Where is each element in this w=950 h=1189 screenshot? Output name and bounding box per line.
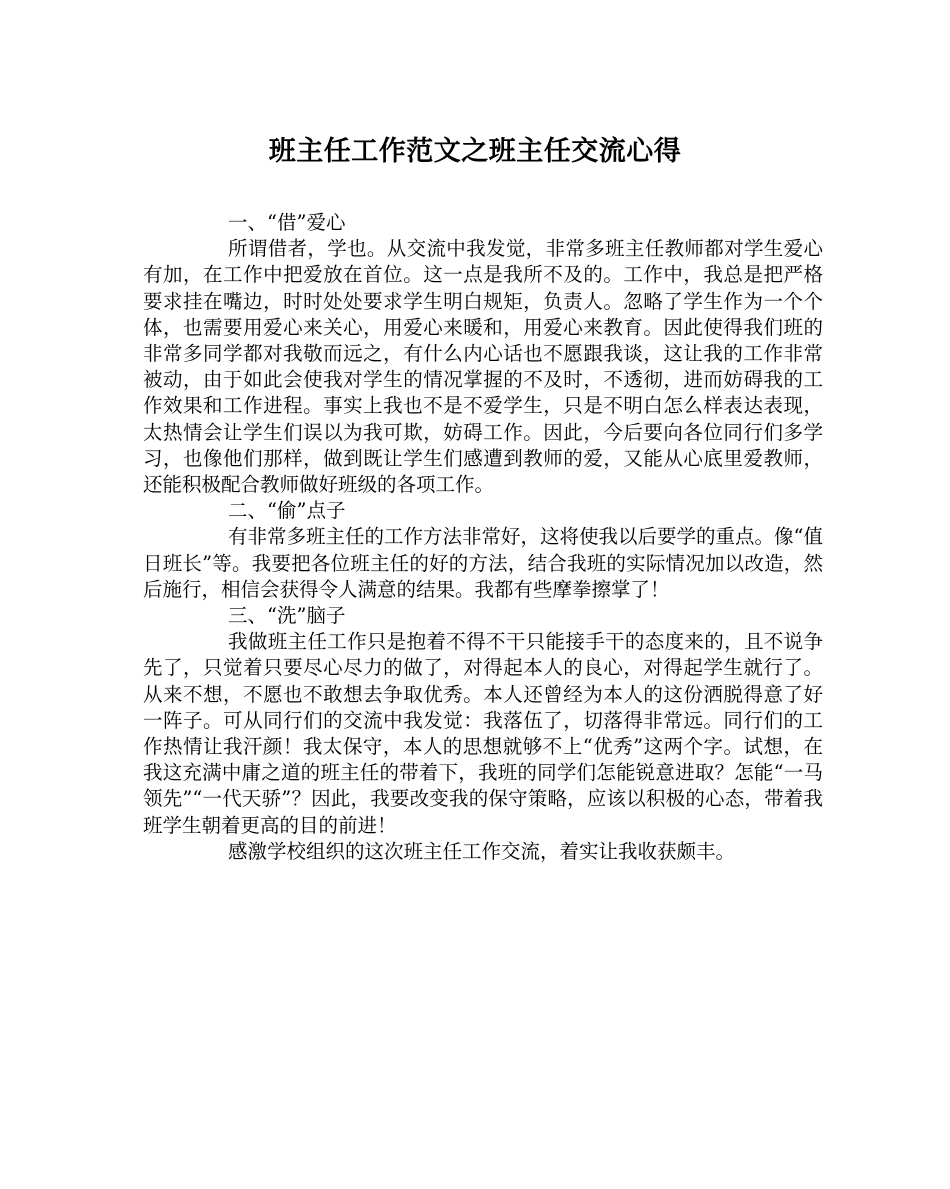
paragraph-closing: 感激学校组织的这次班主任工作交流，着实让我收获颇丰。 [228,839,736,863]
paragraph-2: 有非常多班主任的工作方法非常好，这将使我以后要学的重点。像“值日班长”等。我要把各位班主任的好的方法，结合我班的实际情况加以改造，然后施行，相信会获得令人满意的结果。我都有些摩拳擦掌了！ [143,525,823,601]
page-title: 班主任工作范文之班主任交流心得 [268,136,682,167]
paragraph-3: 我做班主任工作只是抱着不得不干只能接手干的态度来的，且不说争先了，只觉着只要尽心尽力的做了，对得起本人的良心，对得起学生就行了。从来不想，不愿也不敢想去争取优秀。本人还曾经为本人的这份洒脱得意了好一阵子。可从同行们的交流中我发觉：我落伍了，切落得非常远。同行们的工作热情让我汗颜！我太保守，本人的思想就够不上“优秀”这两个字。试想，在我这充满中庸之道的班主任的带着下，我班的同学们怎能锐意进取？怎能“一马领先”“一代天骄”？因此，我要改变我的保守策略，应该以积极的心态，带着我班学生朝着更高的目的前进！ [143,630,823,837]
section-heading-1: 一、“借”爱心 [228,211,346,234]
section-heading-3: 三、“洗”脑子 [228,604,346,628]
section-heading-2: 二、“偷”点子 [228,499,346,523]
document-body [143,210,823,865]
paragraph-1: 所谓借者，学也。从交流中我发觉，非常多班主任教师都对学生爱心有加，在工作中把爱放在首位。这一点是我所不及的。工作中，我总是把严格要求挂在嘴边，时时处处要求学生明白规矩，负责人。忽略了学生作为一个个体，也需要用爱心来关心，用爱心来暖和，用爱心来教育。因此使得我们班的非常多同学都对我敬而远之，有什么内心话也不愿跟我谈，这让我的工作非常被动，由于如此会使我对学生的情况掌握的不及时，不透彻，进而妨碍我的工作效果和工作进程。事实上我也不是不爱学生，只是不明白怎么样表达表现，太热情会让学生们误以为我可欺，妨碍工作。因此，今后要向各位同行们多学习，也像他们那样，做到既让学生们感遭到教师的爱，又能从心底里爱教师，还能积极配合教师做好班级的各项工作。 [143,237,823,497]
